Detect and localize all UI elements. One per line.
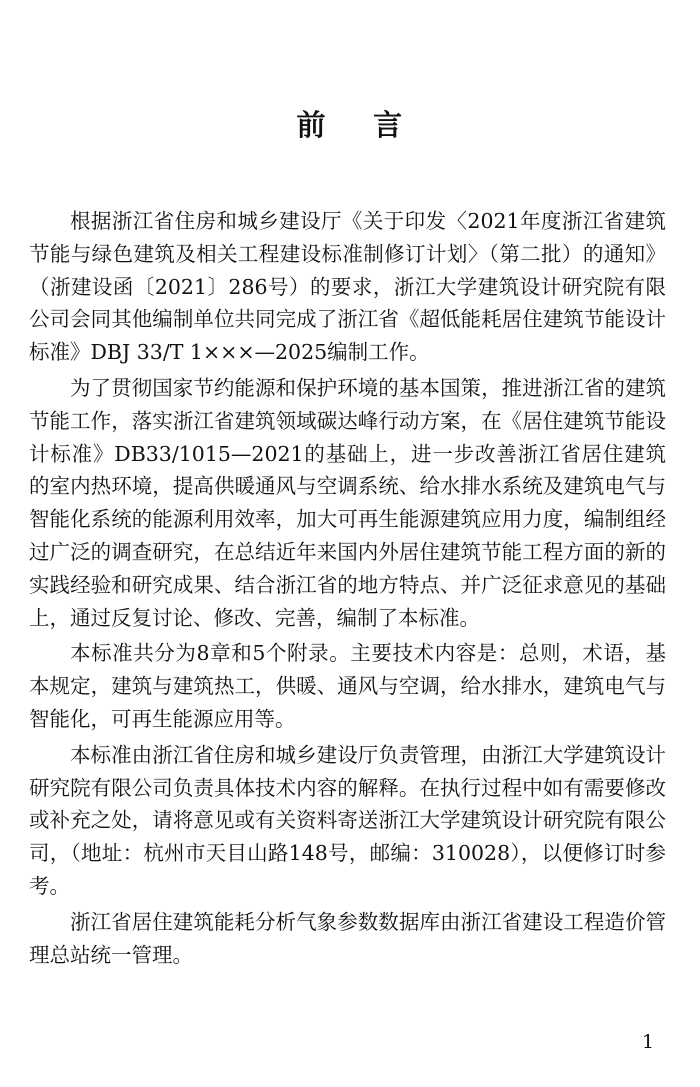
- paragraph-1: 根据浙江省住房和城乡建设厅《关于印发〈2021年度浙江省建筑节能与绿色建筑及相关工程建设标准制修订计划〉（第二批）的通知》（浙建设函〔2021〕286号）的要求，浙江大学建筑设计研究院有限公司会同其他编制单位共同完成了浙江省《超低能耗居住建筑节能设计标准》DBJ 33/T 1×××—2025编制工作。: [29, 209, 666, 365]
- paragraph-2: 为了贯彻国家节约能源和保护环境的基本国策，推进浙江省的建筑节能工作，落实浙江省建筑领域碳达峰行动方案，在《居住建筑节能设计标准》DB33/1015—2021的基础上，进一步改善浙江省居住建筑的室内热环境，提高供暖通风与空调系统、给水排水系统及建筑电气与智能化系统的能源利用效率，加大可再生能源建筑应用力度，编制组经过广泛的调查研究，在总结近年来国内外居住建筑节能工程方面的新的实践经验和研究成果、结合浙江省的地方特点、并广泛征求意见的基础上，通过反复讨论、修改、完善，编制了本标准。: [29, 375, 666, 630]
- paragraph-5: 浙江省居住建筑能耗分析气象参数数据库由浙江省建设工程造价管理总站统一管理。: [29, 909, 666, 967]
- page-title: 前 言: [296, 108, 404, 142]
- page-number: 1: [642, 1031, 655, 1053]
- paragraph-4: 本标准由浙江省住房和城乡建设厅负责管理，由浙江大学建筑设计研究院有限公司负责具体技术内容的解释。在执行过程中如有需要修改或补充之处，请将意见或有关资料寄送浙江大学建筑设计研究院有限公司，（地址：杭州市天目山路148号，邮编：310028），以便修订时参考。: [29, 742, 666, 898]
- paragraph-3: 本标准共分为8章和5个附录。主要技术内容是：总则，术语，基本规定，建筑与建筑热工，供暖、通风与空调，给水排水，建筑电气与智能化，可再生能源应用等。: [29, 641, 666, 731]
- body-text: [29, 205, 666, 974]
